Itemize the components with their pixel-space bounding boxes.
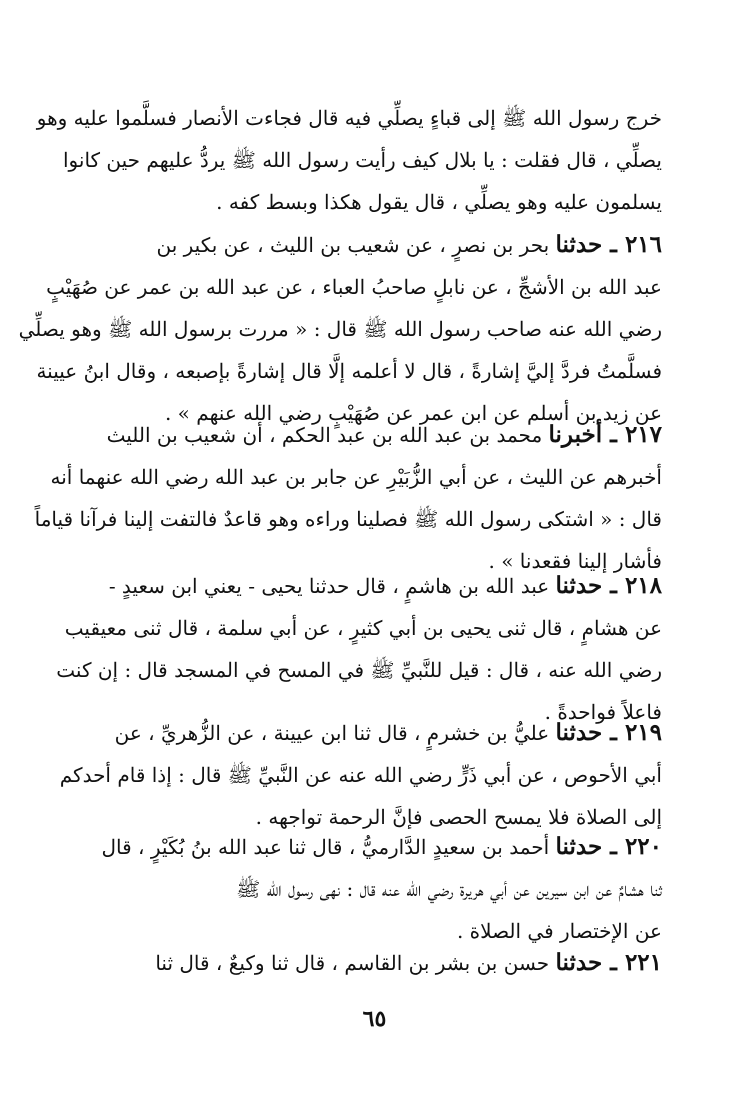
hadith-number: ٢١٨ <box>624 572 662 599</box>
text-line: عبد الله بن الأشجِّ ، عن نابلٍ صاحبُ العباء ، عن عبد الله بن عمر عن صُهَيْبٍ <box>46 275 662 299</box>
hadith-first-line: ٢١٨ ـ حدثنا عبد الله بن هاشمٍ ، قال حدثنا يحيى - يعني ابن سعيدٍ - <box>108 572 662 599</box>
text-line: أبي الأحوص ، عن أبي ذَرٍّ رضي الله عنه عن النَّبيِّ ﷺ قال : إذا قام أحدكم <box>59 763 662 787</box>
text-line: إلى الصلاة فلا يمسح الحصى فإنَّ الرحمة تواجهه . <box>255 805 662 829</box>
hadith-number: ٢٢١ <box>624 949 662 976</box>
hadith-number: ٢١٦ <box>624 231 662 258</box>
intro-paragraph <box>36 97 662 223</box>
hadith-keyword: حدثنا <box>555 572 603 599</box>
hadith-number: ٢١٩ <box>624 719 662 746</box>
hadith-keyword: حدثنا <box>555 719 603 746</box>
hadith-first-line: ٢١٩ ـ حدثنا عليُّ بن خشرمٍ ، قال ثنا ابن عيينة ، عن الزُّهريِّ ، عن <box>114 719 662 746</box>
text-line: عن هشامٍ ، قال ثنى يحيى بن أبي كثيرٍ ، عن أبي سلمة ، قال ثنى معيقيب <box>64 616 662 640</box>
text-line: عن الإختصار في الصلاة . <box>456 919 662 943</box>
hadith-first-line: ٢٢١ ـ حدثنا حسن بن بشر بن القاسم ، قال ثنا وكيعٌ ، قال ثنا <box>155 949 662 976</box>
hadith-number: ٢٢٠ <box>624 833 662 860</box>
hadith-number: ٢١٧ <box>624 421 662 448</box>
hadith-keyword: أخبرنا <box>548 421 603 448</box>
text-line: يصلِّي ، قال فقلت : يا بلال كيف رأيت رسول الله ﷺ يردُّ عليهم حين كانوا <box>62 148 662 172</box>
hadith-keyword: حدثنا <box>555 949 603 976</box>
hadith-first-line: ٢٢٠ ـ حدثنا أحمد بن سعيدٍ الدَّارميُّ ، قال ثنا عبد الله بنُ بُكَيْرٍ ، قال <box>101 833 662 860</box>
hadith-text: حسن بن بشر بن القاسم ، قال ثنا وكيعٌ ، قال ثنا <box>155 951 550 975</box>
text-line: يسلمون عليه وهو يصلِّي ، قال يقول هكذا وبسط كفه . <box>216 190 662 214</box>
hadith-220 <box>96 826 662 952</box>
hadith-first-line: ٢١٦ ـ حدثنا بحر بن نصرٍ ، عن شعيب بن الليث ، عن بكير بن <box>156 231 662 258</box>
hadith-text: عبد الله بن هاشمٍ ، قال حدثنا يحيى - يعني ابن سعيدٍ - <box>108 574 550 598</box>
text-line: عن زيد بن أسلم عن ابن عمر عن صُهَيْبٍ رضي الله عنهم » . <box>164 401 662 425</box>
text-line: فسلَّمتُ فردَّ إليَّ إشارةً ، قال لا أعلمه إلَّا قال إشارةً بإصبعه ، وقال ابنُ عيينة <box>36 359 662 383</box>
hadith-keyword: حدثنا <box>555 231 603 258</box>
text-line: فأشار إلينا فقعدنا » . <box>488 549 662 573</box>
text-line: فاعلاً فواحدةً . <box>544 700 662 724</box>
text-line: ثنا هشامٌ عن ابن سيرين عن أبي هريرة رضي الله عنه قال : نهى رسول الله ﷺ <box>236 877 662 901</box>
text-line: خرج رسول الله ﷺ إلى قباءٍ يصلِّي فيه قال فجاءت الأنصار فسلَّموا عليه وهو <box>36 106 662 130</box>
text-line: رضي الله عنه صاحب رسول الله ﷺ قال : « مررت برسول الله ﷺ وهو يصلِّي <box>18 317 662 341</box>
hadith-text: محمد بن عبد الله بن عبد الحكم ، أن شعيب بن الليث <box>106 423 543 447</box>
hadith-219 <box>59 712 662 838</box>
hadith-text: بحر بن نصرٍ ، عن شعيب بن الليث ، عن بكير بن <box>156 233 550 257</box>
text-line: قال : « اشتكى رسول الله ﷺ فصلينا وراءه وهو قاعدٌ فالتفت إلينا فرآنا قياماً <box>34 507 662 531</box>
hadith-216 <box>18 224 662 434</box>
hadith-text: أحمد بن سعيدٍ الدَّارميُّ ، قال ثنا عبد الله بنُ بُكَيْرٍ ، قال <box>101 835 550 859</box>
hadith-217 <box>34 414 662 582</box>
hadith-keyword: حدثنا <box>555 833 603 860</box>
page-number: ٦٥ <box>362 1006 387 1032</box>
hadith-218 <box>56 565 662 733</box>
text-line: أخبرهم عن الليث ، عن أبي الزُّبَيْرِ عن جابر بن عبد الله رضي الله عنهما أنه <box>50 465 662 489</box>
hadith-first-line: ٢١٧ ـ أخبرنا محمد بن عبد الله بن عبد الحكم ، أن شعيب بن الليث <box>106 421 662 448</box>
hadith-221 <box>96 942 662 984</box>
text-line: رضي الله عنه ، قال : قيل للنَّبيِّ ﷺ في المسح في المسجد قال : إن كنت <box>56 658 662 682</box>
hadith-text: عليُّ بن خشرمٍ ، قال ثنا ابن عيينة ، عن الزُّهريِّ ، عن <box>114 721 550 745</box>
